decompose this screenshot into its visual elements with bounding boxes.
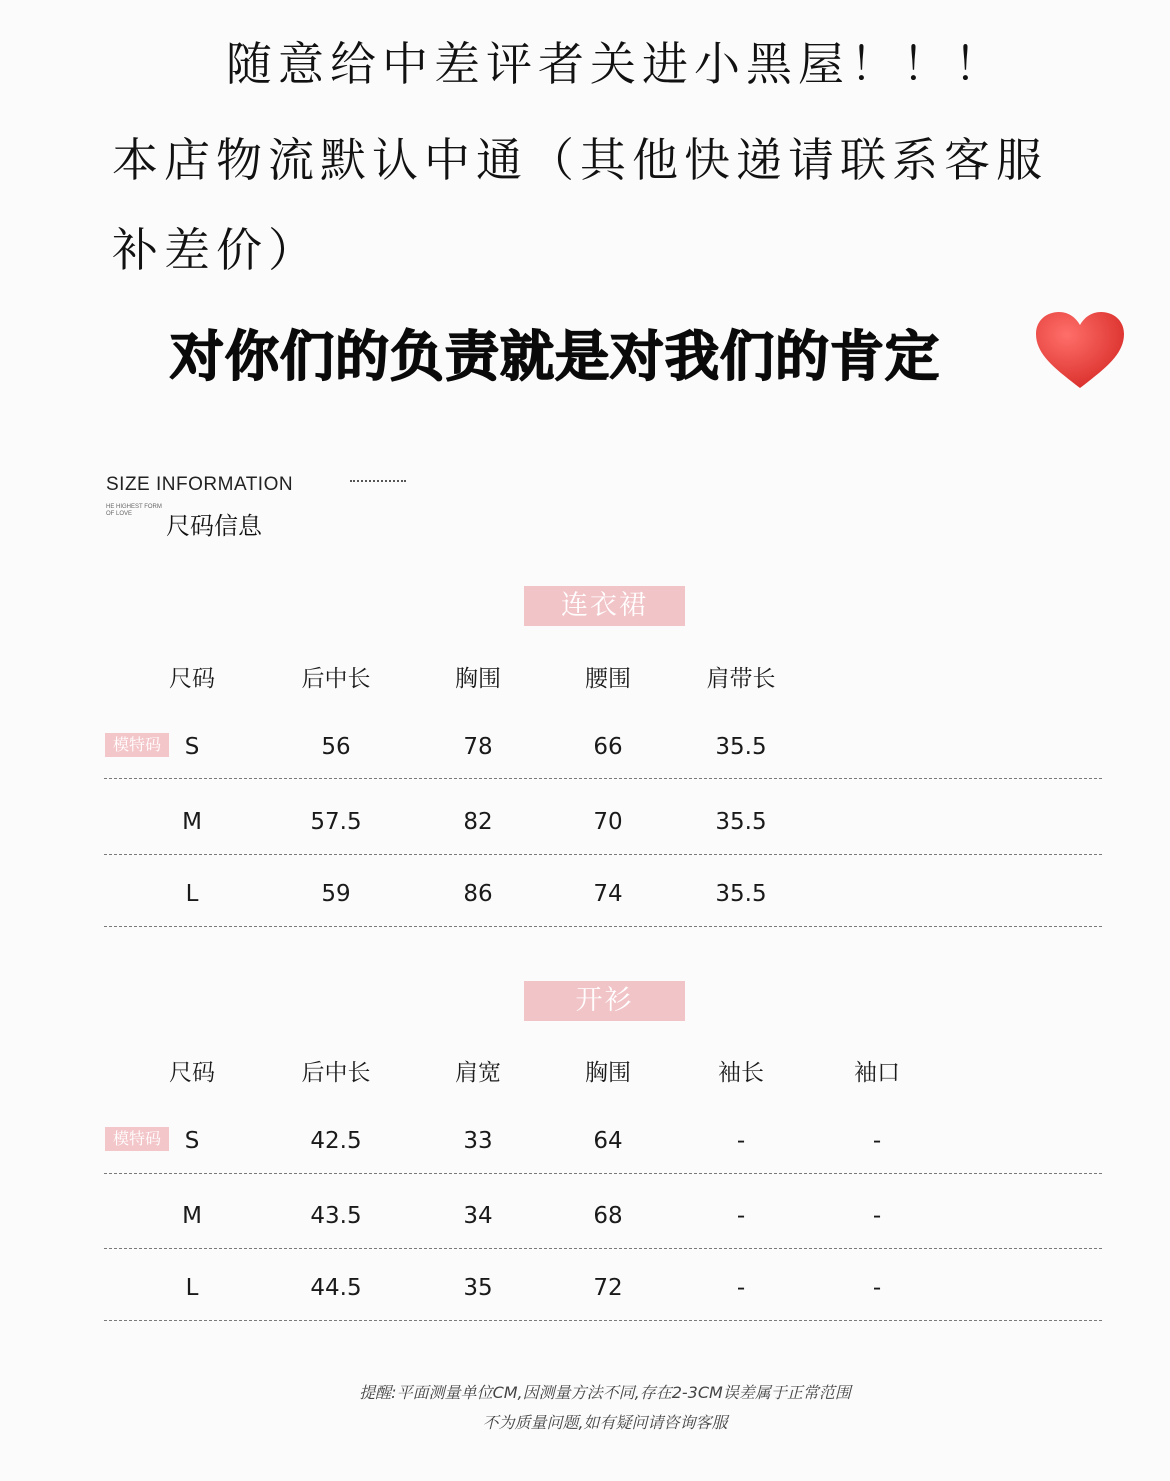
cardigan-section-title: 开衫: [524, 981, 685, 1021]
dress-row-divider-1: [104, 854, 1102, 855]
dress-cell-r0-c3: 66: [593, 734, 623, 760]
notice-line-2: 本店物流默认中通（其他快递请联系客服: [112, 133, 1048, 187]
cardigan-cell-r0-c1: 42.5: [310, 1128, 362, 1154]
cardigan-cell-r1-c3: 68: [593, 1203, 623, 1229]
cardigan-cell-r0-c5: -: [872, 1128, 882, 1154]
cardigan-cell-r0-c2: 33: [463, 1128, 493, 1154]
notice-line-3: 补差价）: [112, 223, 320, 277]
cardigan-row-divider-1: [104, 1248, 1102, 1249]
dress-cell-r1-c1: 57.5: [310, 809, 362, 835]
size-info-cn-title: 尺码信息: [166, 512, 262, 540]
cardigan-cell-r1-c0: M: [182, 1203, 202, 1229]
cardigan-cell-r0-c3: 64: [593, 1128, 623, 1154]
cardigan-cell-r1-c4: -: [736, 1203, 746, 1229]
dress-header-3: 腰围: [585, 666, 631, 692]
cardigan-model-badge: 模特码: [105, 1127, 169, 1151]
cardigan-cell-r0-c0: S: [184, 1128, 200, 1154]
cardigan-header-4: 袖长: [718, 1060, 764, 1086]
dress-header-2: 胸围: [455, 666, 501, 692]
dress-cell-r1-c2: 82: [463, 809, 493, 835]
dress-cell-r2-c3: 74: [593, 881, 623, 907]
dress-section-title: 连衣裙: [524, 586, 685, 626]
cardigan-header-3: 胸围: [585, 1060, 631, 1086]
dress-cell-r1-c0: M: [182, 809, 202, 835]
slogan: 对你们的负责就是对我们的肯定: [170, 325, 940, 388]
footnote-line-1: 提醒:平面测量单位CM,因测量方法不同,存在2-3CM误差属于正常范围: [359, 1383, 851, 1402]
dress-cell-r1-c3: 70: [593, 809, 623, 835]
footnote-line-2: 不为质量问题,如有疑问请咨询客服: [482, 1413, 728, 1432]
dress-model-badge: 模特码: [105, 733, 169, 757]
cardigan-header-5: 袖口: [854, 1060, 900, 1086]
dress-cell-r0-c4: 35.5: [715, 734, 767, 760]
cardigan-row-divider-0: [104, 1173, 1102, 1174]
dress-header-4: 肩带长: [706, 666, 776, 692]
dress-cell-r2-c2: 86: [463, 881, 493, 907]
cardigan-cell-r0-c4: -: [736, 1128, 746, 1154]
dress-header-1: 后中长: [301, 666, 371, 692]
cardigan-cell-r1-c2: 34: [463, 1203, 493, 1229]
cardigan-cell-r2-c3: 72: [593, 1275, 623, 1301]
size-information-title: SIZE INFORMATION: [106, 474, 294, 495]
dress-cell-r2-c0: L: [185, 881, 199, 907]
dress-cell-r0-c1: 56: [321, 734, 351, 760]
cardigan-cell-r2-c5: -: [872, 1275, 882, 1301]
cardigan-row-divider-2: [104, 1320, 1102, 1321]
cardigan-cell-r2-c4: -: [736, 1275, 746, 1301]
heart-icon: [1034, 310, 1126, 392]
cardigan-cell-r1-c1: 43.5: [310, 1203, 362, 1229]
dress-cell-r2-c1: 59: [321, 881, 351, 907]
cardigan-header-1: 后中长: [301, 1060, 371, 1086]
dress-row-divider-2: [104, 926, 1102, 927]
size-info-small-text: HE HIGHEST FORM OF LOVE: [106, 504, 162, 517]
cardigan-cell-r2-c1: 44.5: [310, 1275, 362, 1301]
dress-cell-r1-c4: 35.5: [715, 809, 767, 835]
notice-line-1: 随意给中差评者关进小黑屋！！！: [226, 37, 1006, 91]
dress-header-0: 尺码: [169, 666, 215, 692]
dress-cell-r0-c0: S: [184, 734, 200, 760]
cardigan-cell-r2-c0: L: [185, 1275, 199, 1301]
dotted-divider: [350, 480, 406, 482]
cardigan-header-0: 尺码: [169, 1060, 215, 1086]
dress-cell-r2-c4: 35.5: [715, 881, 767, 907]
dress-cell-r0-c2: 78: [463, 734, 493, 760]
cardigan-cell-r2-c2: 35: [463, 1275, 493, 1301]
cardigan-header-2: 肩宽: [455, 1060, 501, 1086]
dress-row-divider-0: [104, 778, 1102, 779]
cardigan-cell-r1-c5: -: [872, 1203, 882, 1229]
